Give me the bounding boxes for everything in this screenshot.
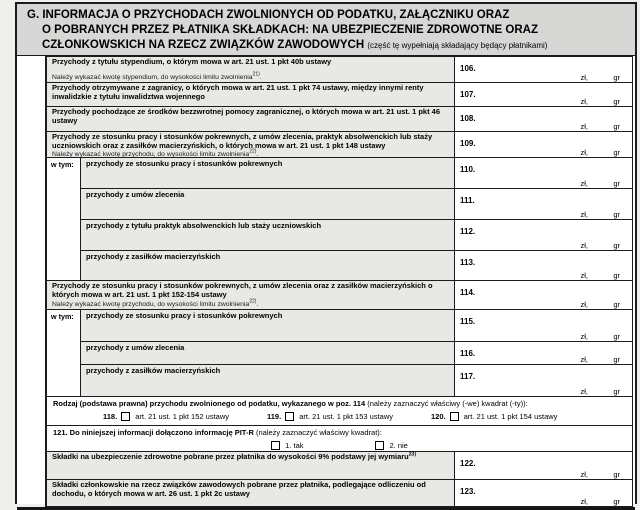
section-title-line3 (27, 38, 627, 53)
box-number-106: 106. (460, 64, 476, 73)
form-row-122 (47, 452, 632, 480)
checkbox-option-tak (271, 441, 303, 450)
unit-grosze: gr (613, 97, 620, 106)
field-title-112: przychody z tytułu praktyk absolwenckich lub staży uczniowskich (86, 221, 322, 230)
box-number-117: 117. (460, 372, 476, 381)
field-title-106: Przychody z tytułu stypendium, o którym mowa w art. 21 ust. 1 pkt 40b ustawy (52, 57, 332, 66)
amount-field-117[interactable] (454, 365, 632, 396)
pitr-title-bold: 121. Do niniejszej informacji dołączono informację PIT-R (53, 428, 254, 437)
unit-zloty: zł, (580, 300, 588, 309)
checkbox-tak[interactable] (271, 441, 280, 450)
option-number-119: 119. (267, 412, 282, 421)
checkbox-119[interactable] (285, 412, 294, 421)
unit-grosze: gr (613, 355, 620, 364)
w-tym-group-115-117 (47, 310, 632, 397)
amount-field-109[interactable] (454, 132, 632, 157)
field-title-110: przychody ze stosunku pracy i stosunków pokrewnych (86, 159, 283, 168)
unit-zloty: zł, (580, 210, 588, 219)
field-note-109 (52, 148, 449, 157)
field-title-117: przychody z zasiłków macierzyńskich (86, 366, 221, 375)
checkbox-option-119 (267, 412, 393, 421)
box-number-110: 110. (460, 165, 476, 174)
pitr-row-title (53, 428, 626, 437)
pitr-title-note: (należy zaznaczyć właściwy kwadrat): (255, 428, 382, 437)
unit-zloty: zł, (580, 73, 588, 82)
option-label-120: art. 21 ust. 1 pkt 154 ustawy (463, 412, 558, 421)
form-section-g (15, 2, 637, 504)
form-row-107 (47, 83, 632, 107)
box-number-116: 116. (460, 349, 476, 358)
form-row-121 (47, 426, 632, 452)
checkbox-option-118 (103, 412, 229, 421)
field-title-109: Przychody ze stosunku pracy i stosunków pokrewnych, z umów zlecenia, praktyk absolwenckich lub staży uczniowskich oraz z zasiłków macierzyńskich, o których mowa w art. 21 ust. 1 pkt 148 ustawy (52, 132, 433, 150)
form-row-113 (80, 251, 632, 281)
unit-grosze: gr (613, 148, 620, 157)
basis-row-title (53, 399, 626, 408)
section-title-line1: G. INFORMACJA O PRZYCHODACH ZWOLNIONYCH OD PODATKU, ZAŁĄCZNIKU ORAZ (27, 9, 510, 21)
form-row-110 (80, 158, 632, 189)
amount-field-115[interactable] (454, 310, 632, 341)
form-row-109 (47, 132, 632, 158)
field-title-114: Przychody ze stosunku pracy i stosunków pokrewnych, z umów zlecenia oraz z zasiłków macierzyńskich o których mowa w art. 21 ust. 1 pkt 152-154 ustawy (52, 281, 433, 299)
field-label-109 (47, 132, 454, 157)
unit-zloty: zł, (580, 271, 588, 280)
form-row-114 (47, 281, 632, 310)
field-title-107: Przychody otrzymywane z zagranicy, o których mowa w art. 21 ust. 1 pkt 74 ustawy, między innymi renty inwalidzkie z tytułu inwalidztwa wojennego (52, 83, 424, 101)
option-number-120: 120. (431, 412, 446, 421)
option-number-118: 118. (103, 412, 118, 421)
section-title-line2: O POBRANYCH PRZEZ PŁATNIKA SKŁADKACH: NA UBEZPIECZENIE ZDROWOTNE ORAZ (42, 23, 538, 36)
box-number-109: 109. (460, 139, 476, 148)
section-header (17, 4, 635, 56)
amount-field-107[interactable] (454, 83, 632, 106)
unit-grosze: gr (613, 497, 620, 506)
basis-title-note: (należy zaznaczyć właściwy (-we) kwadrat (-ty)): (367, 399, 528, 408)
note-period: . (256, 150, 259, 157)
unit-zloty: zł, (580, 122, 588, 131)
w-tym-label: w tym: (47, 158, 80, 281)
box-number-113: 113. (460, 258, 476, 267)
unit-zloty: zł, (580, 332, 588, 341)
unit-zloty: zł, (580, 241, 588, 250)
form-row-116 (80, 342, 632, 365)
field-note-106-text: Należy wykazać kwotę stypendium, do wysokości limitu zwolnienia (52, 73, 253, 81)
section-title-line3-text: CZŁONKOWSKICH NA RZECZ ZWIĄZKÓW ZAWODOWYCH (42, 38, 365, 51)
unit-grosze: gr (613, 271, 620, 280)
field-label-122 (47, 452, 454, 479)
field-title-115: przychody ze stosunku pracy i stosunków pokrewnych (86, 311, 283, 320)
field-label-106 (47, 57, 454, 82)
checkbox-118[interactable] (121, 412, 130, 421)
amount-field-108[interactable] (454, 107, 632, 131)
amount-field-122[interactable] (454, 452, 632, 479)
form-row-108 (47, 107, 632, 132)
form-table (45, 56, 633, 507)
unit-zloty: zł, (580, 387, 588, 396)
box-number-122: 122. (460, 459, 476, 468)
amount-field-111[interactable] (454, 189, 632, 219)
unit-zloty: zł, (580, 97, 588, 106)
footnote-ref-22: 22) (249, 298, 257, 305)
form-row-basis (47, 397, 632, 426)
unit-grosze: gr (613, 387, 620, 396)
form-row-106 (47, 57, 632, 83)
checkbox-nie[interactable] (375, 441, 384, 450)
box-number-108: 108. (460, 114, 476, 123)
unit-grosze: gr (613, 179, 620, 188)
basis-options (103, 412, 626, 421)
field-title-116: przychody z umów zlecenia (86, 343, 185, 352)
field-label-123 (47, 480, 454, 506)
unit-grosze: gr (613, 73, 620, 82)
option-label-tak: 1. tak (285, 441, 304, 450)
form-row-123 (47, 480, 632, 507)
field-note-106 (52, 71, 449, 81)
field-title-122 (52, 453, 449, 462)
amount-field-114[interactable] (454, 281, 632, 309)
unit-zloty: zł, (580, 497, 588, 506)
footnote-ref-22: 22) (249, 148, 257, 155)
form-row-115 (80, 310, 632, 342)
note-period: . (259, 73, 262, 81)
field-title-123: Składki członkowskie na rzecz związków zawodowych pobrane przez płatnika, podlegające odliczeniu od dochodu, o których mowa w art. 26 ust. 1 pkt 2c ustawy (52, 480, 426, 498)
form-row-112 (80, 220, 632, 251)
box-number-107: 107. (460, 90, 476, 99)
form-row-117 (80, 365, 632, 397)
field-title-113: przychody z zasiłków macierzyńskich (86, 252, 221, 261)
option-label-118: art. 21 ust. 1 pkt 152 ustawy (135, 412, 229, 421)
field-note-114-text: Należy wykazać kwotę przychodu, do wysokości limitu zwolnienia (52, 300, 250, 308)
unit-zloty: zł, (580, 148, 588, 157)
amount-field-116[interactable] (454, 342, 632, 364)
checkbox-120[interactable] (450, 412, 459, 421)
unit-zloty: zł, (580, 470, 588, 479)
field-title-111: przychody z umów zlecenia (86, 190, 185, 199)
unit-grosze: gr (613, 210, 620, 219)
option-label-119: art. 21 ust. 1 pkt 153 ustawy (299, 412, 393, 421)
field-label-107 (47, 83, 454, 106)
amount-field-113[interactable] (454, 251, 632, 280)
footnote-ref-21: 21) (252, 71, 260, 78)
pitr-options (53, 441, 626, 450)
box-number-123: 123. (460, 487, 476, 496)
field-title-122-text: Składki na ubezpieczenie zdrowotne pobrane przez płatnika do wysokości 9% podstawy jej wymiaru (52, 452, 409, 461)
unit-grosze: gr (613, 241, 620, 250)
footnote-ref-23: 23) (408, 452, 416, 458)
checkbox-option-120 (431, 412, 557, 421)
amount-field-123[interactable] (454, 480, 632, 506)
unit-grosze: gr (613, 122, 620, 131)
unit-zloty: zł, (580, 179, 588, 188)
option-label-nie: 2. nie (389, 441, 408, 450)
section-header-note: (część tę wypełniają składający będący płatnikami) (367, 40, 548, 50)
field-label-114 (47, 281, 454, 309)
box-number-112: 112. (460, 227, 476, 236)
checkbox-option-nie (375, 441, 407, 450)
box-number-115: 115. (460, 317, 476, 326)
amount-field-112[interactable] (454, 220, 632, 250)
field-note-114 (52, 298, 449, 308)
form-row-111 (80, 189, 632, 220)
amount-field-106[interactable] (454, 57, 632, 82)
amount-field-110[interactable] (454, 158, 632, 188)
box-number-111: 111. (460, 196, 475, 205)
w-tym-group-110-113 (47, 158, 632, 281)
box-number-114: 114. (460, 288, 476, 297)
field-label-108 (47, 107, 454, 131)
unit-grosze: gr (613, 470, 620, 479)
unit-grosze: gr (613, 332, 620, 341)
basis-title-bold: Rodzaj (podstawa prawna) przychodu zwolnionego od podatku, wykazanego w poz. 114 (53, 399, 366, 408)
field-note-109-text: Należy wykazać kwotę przychodu, do wysokości limitu zwolnienia (52, 150, 250, 157)
w-tym-label: w tym: (47, 310, 80, 397)
unit-grosze: gr (613, 300, 620, 309)
field-title-108: Przychody pochodzące ze środków bezzwrotnej pomocy zagranicznej, o których mowa w art. 21 ust. 1 pkt 46 ustawy (52, 107, 441, 125)
note-period: . (256, 300, 259, 308)
unit-zloty: zł, (580, 355, 588, 364)
